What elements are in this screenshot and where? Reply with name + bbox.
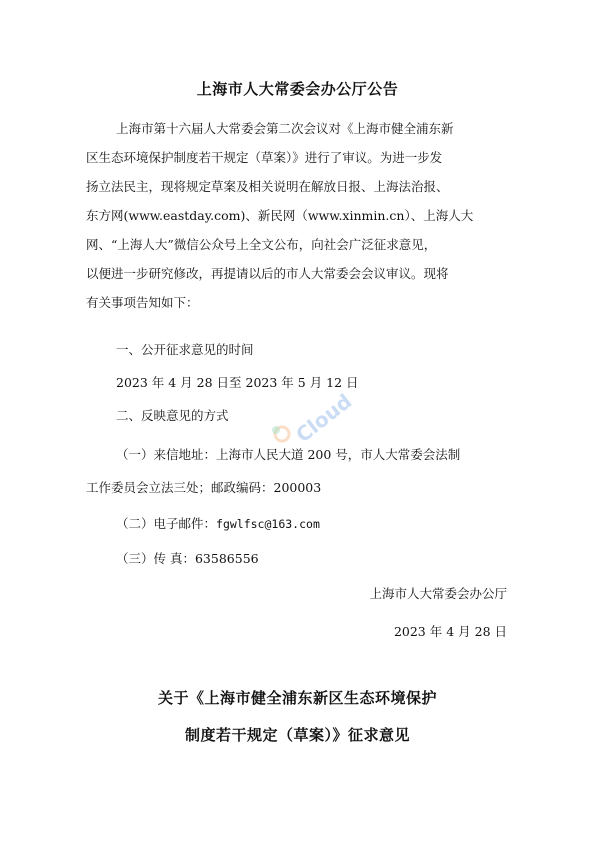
watermark-text: Cloud (291, 388, 357, 448)
paragraph-line: 以便进一步研究修改，再提请以后的市人大常委会会议审议。现将 (86, 266, 449, 281)
email-label: （二）电子邮件： (116, 516, 217, 531)
paragraph-line: 区生态环境保护制度若干规定（草案）》进行了审议。为进一步发 (86, 150, 443, 165)
fax-number: 63586556 (194, 551, 259, 566)
fax-label: （三）传 真： (116, 551, 195, 566)
watermark-dot (272, 426, 280, 434)
paragraph-line: 上海市第十六届人大常委会第二次会议对《上海市健全浦东新 (116, 121, 454, 136)
paragraph-line: 扬立法民主，现将规定草案及相关说明在解放日报、上海法治报、 (86, 179, 449, 194)
notice-title: 上海市人大常委会办公厅公告 (196, 80, 399, 98)
paragraph-line: 东方网(www.eastday.com)、新民网（www.xinmin.cn）、上海人大 (86, 208, 474, 223)
mail-address-line: 工作委员会立法三处；邮政编码：200003 (86, 480, 322, 495)
section-heading: 一、公开征求意见的时间 (116, 342, 254, 357)
email-row (116, 516, 320, 532)
next-section-title-line-2: 制度若干规定（草案）》征求意见 (184, 726, 410, 744)
mail-address-line: （一）来信地址：上海市人民大道 200 号，市人大常委会法制 (116, 447, 461, 462)
email-address-link[interactable]: fgwlfsc@163.com (216, 517, 320, 531)
paragraph-line: 网、“上海人大”微信公众号上全文公布，向社会广泛征求意见， (86, 237, 437, 252)
watermark-logo (264, 382, 357, 452)
paragraph-line: 有关事项告知如下： (86, 295, 199, 310)
section-heading: 二、反映意见的方式 (116, 408, 229, 423)
date-range: 2023 年 4 月 28 日至 2023 年 5 月 12 日 (116, 375, 359, 390)
signature: 上海市人大常委会办公厅 (369, 586, 507, 601)
notice-date: 2023 年 4 月 28 日 (393, 624, 507, 639)
fax-row (116, 551, 259, 567)
next-section-title-line-1: 关于《上海市健全浦东新区生态环境保护 (157, 689, 437, 707)
